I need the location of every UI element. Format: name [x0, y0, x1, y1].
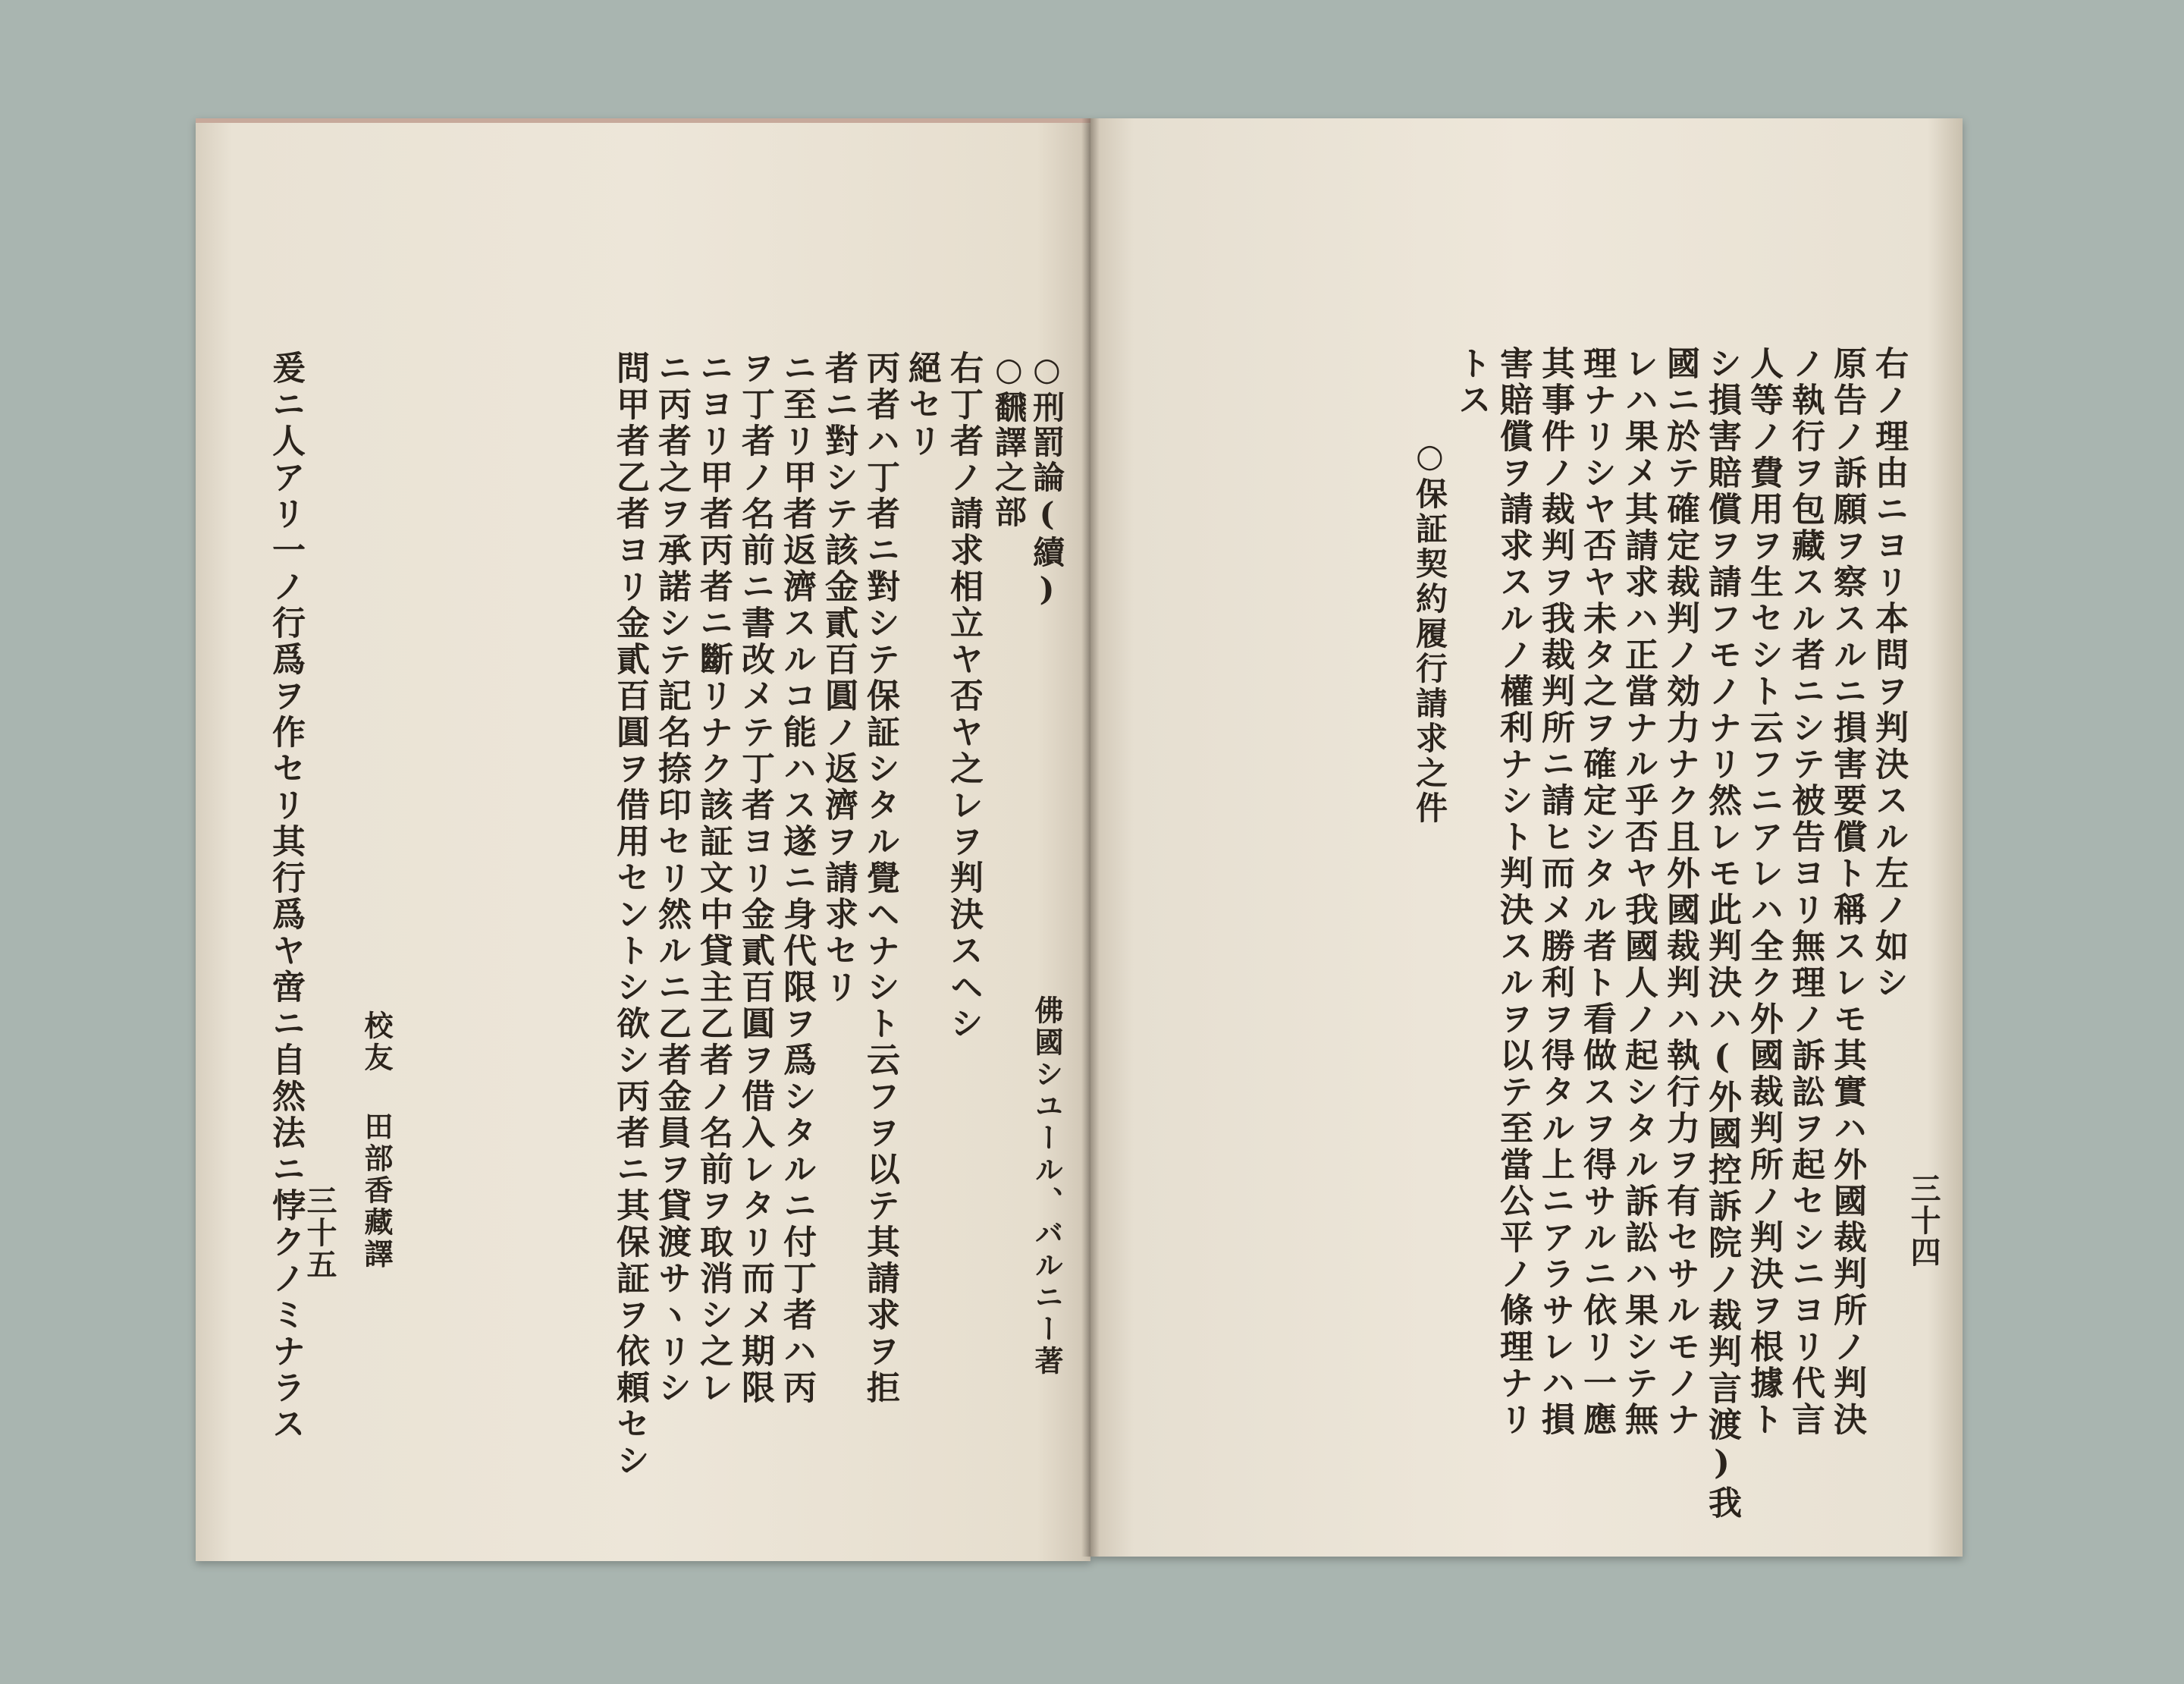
text-column: トス [1452, 346, 1491, 419]
text-column: 國ニ於テ確定裁判ノ効力ナク且外國裁判ハ執行力ヲ有セサルモノナ [1661, 346, 1699, 1438]
text-column: シ損害賠償ヲ請フモノナリ然レモ此判決ハ(外國控訴院ノ裁判言渡)我 [1702, 346, 1741, 1522]
book-gutter [1081, 118, 1100, 1557]
text-column: ニヨリ甲者丙者ニ斷リナク該証文中貸主乙者ノ名前ヲ取消シ之レ [694, 350, 733, 1406]
section-heading: ○保証契約履行請求之件 [1411, 437, 1448, 826]
translator-line: 校友 田部香藏譯 [359, 1010, 394, 1271]
text-column: レハ果メ其請求ハ正當ナル乎否ヤ我國人ノ起シタル訴訟ハ果シテ無 [1619, 346, 1658, 1438]
text-column: 害賠償ヲ請求スルノ權利ナシト判決スルヲ以テ至當公平ノ條理ナリ [1494, 346, 1533, 1438]
text-column: 右丁者ノ請求相立ヤ否ヤ之レヲ判決スヘシ [944, 350, 983, 1042]
right-page [1090, 118, 1963, 1557]
text-column: 原告ノ訴願ヲ察スルニ損害要償ト稱スレモ其實ハ外國裁判所ノ判決 [1828, 346, 1866, 1438]
text-column: ヲ丁者ノ名前ニ書改メテ丁者ヨリ金貳百圓ヲ借入レタリ而メ期限 [736, 350, 774, 1406]
text-column: ニ至リ甲者返濟スルコ能ハス遂ニ身代限ヲ爲シタルニ付丁者ハ丙 [777, 350, 816, 1406]
text-column: 人等ノ費用ヲ生セシト云フニアレハ全ク外國裁判所ノ判決ヲ根據ト [1744, 346, 1783, 1438]
left-page [196, 118, 1090, 1561]
text-column: 絕セリ [902, 350, 941, 460]
section-heading: ○飜譯之部 [990, 350, 1028, 530]
open-book [196, 118, 1963, 1557]
text-column: ニ丙者之ヲ承諾シテ記名捺印セリ然ルニ乙者金員ヲ貸渡サヽリシ [652, 350, 691, 1406]
text-column: 右ノ理由ニヨリ本問ヲ判決スル左ノ如シ [1869, 346, 1908, 1001]
text-column: 者ニ對シテ該金貳百圓ノ返濟ヲ請求セリ [819, 350, 858, 1006]
text-column: 理ナリシヤ否ヤ未タ之ヲ確定シタル者ト看做スヲ得サルニ依リ一應 [1577, 346, 1616, 1438]
text-column: 問甲者乙者ヨリ金貳百圓ヲ借用セントシ欲シ丙者ニ其保証ヲ依頼セシ [610, 350, 649, 1479]
text-column: 爰ニ人アリ一ノ行爲ヲ作セリ其行爲ヤ啻ニ自然法ニ悖クノミナラス [266, 350, 305, 1443]
text-column: 丙者ハ丁者ニ對シテ保証シタル覺ヘナシト云フヲ以テ其請求ヲ拒 [861, 350, 899, 1406]
author-line: 佛國シユール、バルニー著 [1030, 995, 1064, 1378]
text-column: 其事件ノ裁判ヲ我裁判所ニ請ヒ而メ勝利ヲ得タル上ニアラサレハ損 [1536, 346, 1574, 1438]
text-column: ノ執行ヲ包藏スル者ニシテ被告ヨリ無理ノ訴訟ヲ起セシニヨリ代言 [1786, 346, 1825, 1438]
page-number: 三十五 [302, 1185, 337, 1280]
section-heading: ○刑罰論(續) [1028, 350, 1065, 611]
page-number: 三十四 [1906, 1173, 1941, 1268]
